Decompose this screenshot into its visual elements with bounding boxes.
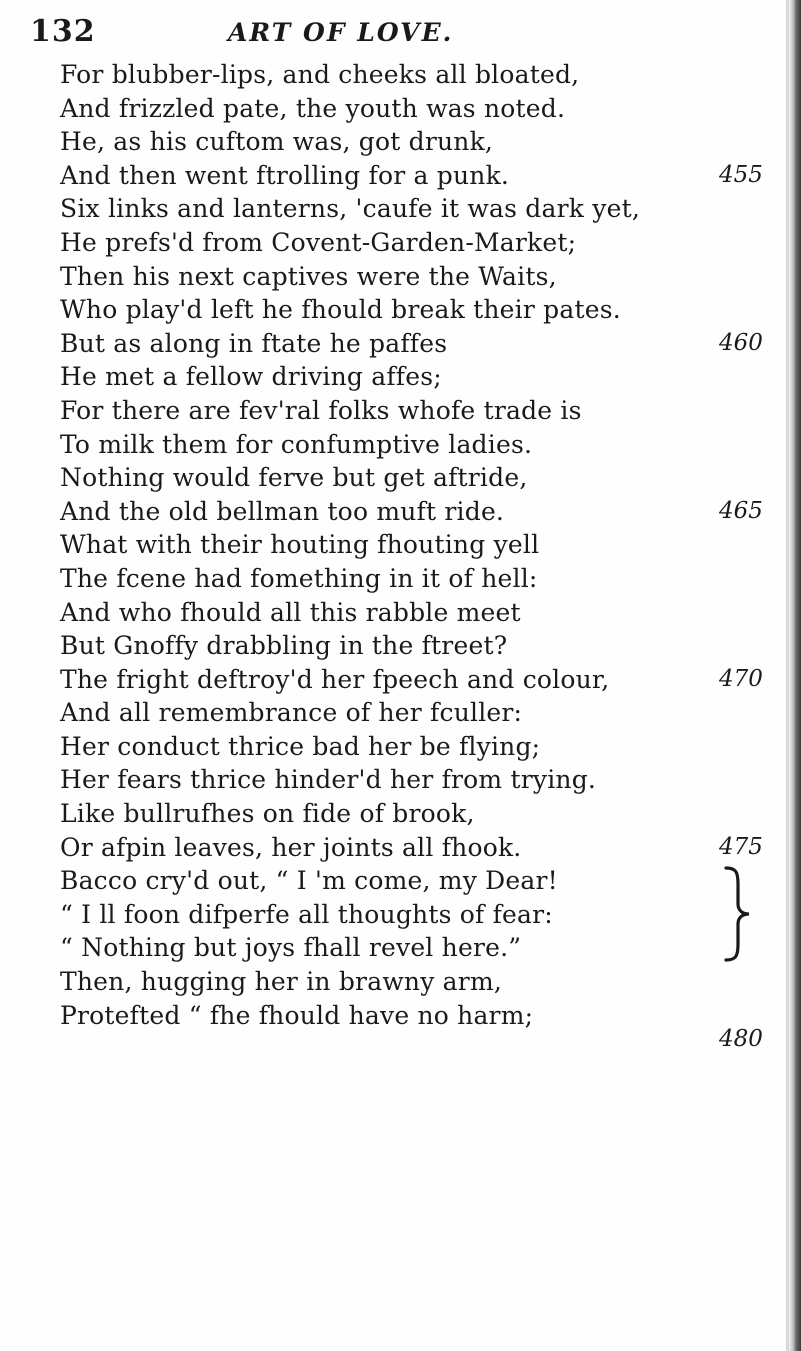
poem-line: “ Nothing but joys fhall revel here.” (60, 933, 522, 963)
poem-line: He prefs'd from Covent-Garden-Market; (60, 227, 577, 257)
poem-line: And frizzled pate, the youth was noted. (60, 93, 566, 123)
line-number: 480 (719, 1026, 763, 1052)
poem-line: To milk them for confumptive ladies. (60, 429, 533, 459)
running-title: ART OF LOVE. (228, 18, 454, 47)
poem-line: The fright deftroy'd her fpeech and colour, (60, 664, 610, 694)
page-header (30, 14, 670, 58)
poem-text (60, 58, 700, 1032)
poem-line: Her fears thrice hinder'd her from trying. (60, 765, 597, 795)
poem-line: Who play'd left he fhould break their pates. (60, 295, 621, 325)
poem-line: Her conduct thrice bad her be flying; (60, 731, 541, 761)
poem-line: Then, hugging her in brawny arm, (60, 967, 502, 997)
poem-line: And the old bellman too muft ride. (60, 496, 505, 526)
line-number: 455 (719, 161, 763, 188)
triplet-brace-icon (722, 864, 752, 964)
poem-line: But Gnoffy drabbling in the ftreet? (60, 631, 508, 661)
poem-line: Or afpin leaves, her joints all fhook. (60, 832, 522, 862)
poem-line: “ I ll foon difperfe all thoughts of fear: (60, 899, 553, 929)
poem-line: Like bullrufhes on fide of brook, (60, 799, 475, 829)
poem-line: He, as his cuftom was, got drunk, (60, 127, 494, 157)
line-number: 470 (719, 665, 763, 692)
book-gutter (789, 0, 801, 1351)
line-number: 475 (719, 833, 763, 860)
poem-line: And then went ftrolling for a punk. (60, 160, 510, 190)
page-number: 132 (30, 14, 96, 49)
poem-line: Six links and lanterns, 'caufe it was dark yet, (60, 194, 640, 224)
line-number: 460 (719, 329, 763, 356)
poem-line: What with their houting fhouting yell (60, 530, 540, 560)
poem-line: And all remembrance of her fculler: (60, 698, 523, 728)
poem-line: The fcene had fomething in it of hell: (60, 563, 538, 593)
poem-line: And who fhould all this rabble meet (60, 597, 521, 627)
poem-line: Bacco cry'd out, “ I 'm come, my Dear! (60, 866, 558, 896)
poem-line: Nothing would ferve but get aftride, (60, 463, 528, 493)
poem-line: Protefted “ fhe fhould have no harm; (60, 1000, 534, 1030)
line-number: 465 (719, 497, 763, 524)
poem-line: Then his next captives were the Waits, (60, 261, 557, 291)
poem-line: For blubber-lips, and cheeks all bloated, (60, 60, 580, 89)
poem-line: But as along in ftate he paffes (60, 328, 448, 358)
poem-line: For there are fev'ral folks whofe trade is (60, 395, 582, 425)
poem-line: He met a fellow driving affes; (60, 362, 442, 392)
